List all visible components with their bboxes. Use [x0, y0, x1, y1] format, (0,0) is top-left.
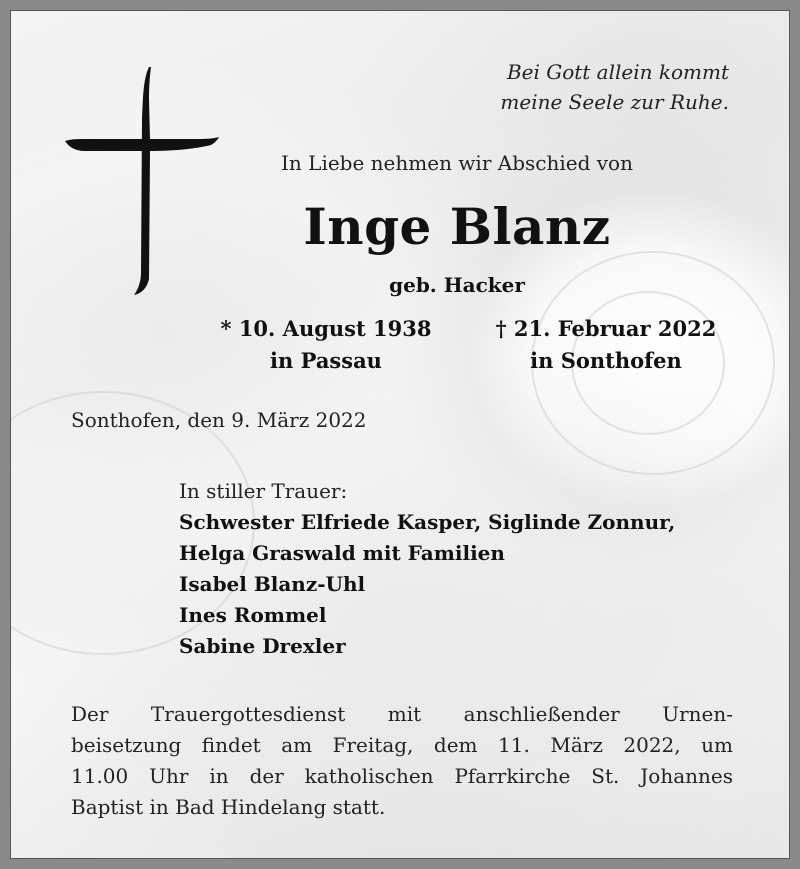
intro-text: In Liebe nehmen wir Abschied von [281, 151, 633, 175]
motto-line: Bei Gott allein kommt [506, 60, 729, 84]
service-line: 11.00 Uhr in der katholischen Pfarrkirche St. Johannes [71, 764, 733, 788]
mourners-block [179, 476, 675, 662]
place-date: Sonthofen, den 9. März 2022 [71, 408, 367, 432]
motto [500, 57, 729, 117]
death-info [471, 313, 741, 377]
service-announcement [71, 699, 733, 823]
birth-date: * 10. August 1938 [220, 316, 432, 341]
mourner-name: Schwester Elfriede Kasper, Siglinde Zonnur, [179, 510, 676, 534]
mourners-lead: In stiller Trauer: [179, 479, 348, 503]
obituary-notice [10, 10, 790, 859]
death-place: in Sonthofen [530, 348, 682, 373]
birth-place: in Passau [270, 348, 382, 373]
mourner-name: Isabel Blanz-Uhl [179, 572, 366, 596]
birth-name: geb. Hacker [389, 273, 525, 297]
cross-icon [63, 59, 223, 299]
death-date: † 21. Februar 2022 [495, 316, 717, 341]
birth-info [191, 313, 461, 377]
service-line: beisetzung findet am Freitag, dem 11. März 2022, um [71, 733, 733, 757]
service-line: Baptist in Bad Hindelang statt. [71, 795, 386, 819]
mourner-name: Ines Rommel [179, 603, 327, 627]
service-line: Der Trauergottesdienst mit anschließender Urnen- [71, 702, 733, 726]
mourner-name: Sabine Drexler [179, 634, 346, 658]
mourner-name: Helga Graswald mit Familien [179, 541, 505, 565]
motto-line: meine Seele zur Ruhe. [500, 90, 729, 114]
deceased-name: Inge Blanz [303, 197, 611, 256]
